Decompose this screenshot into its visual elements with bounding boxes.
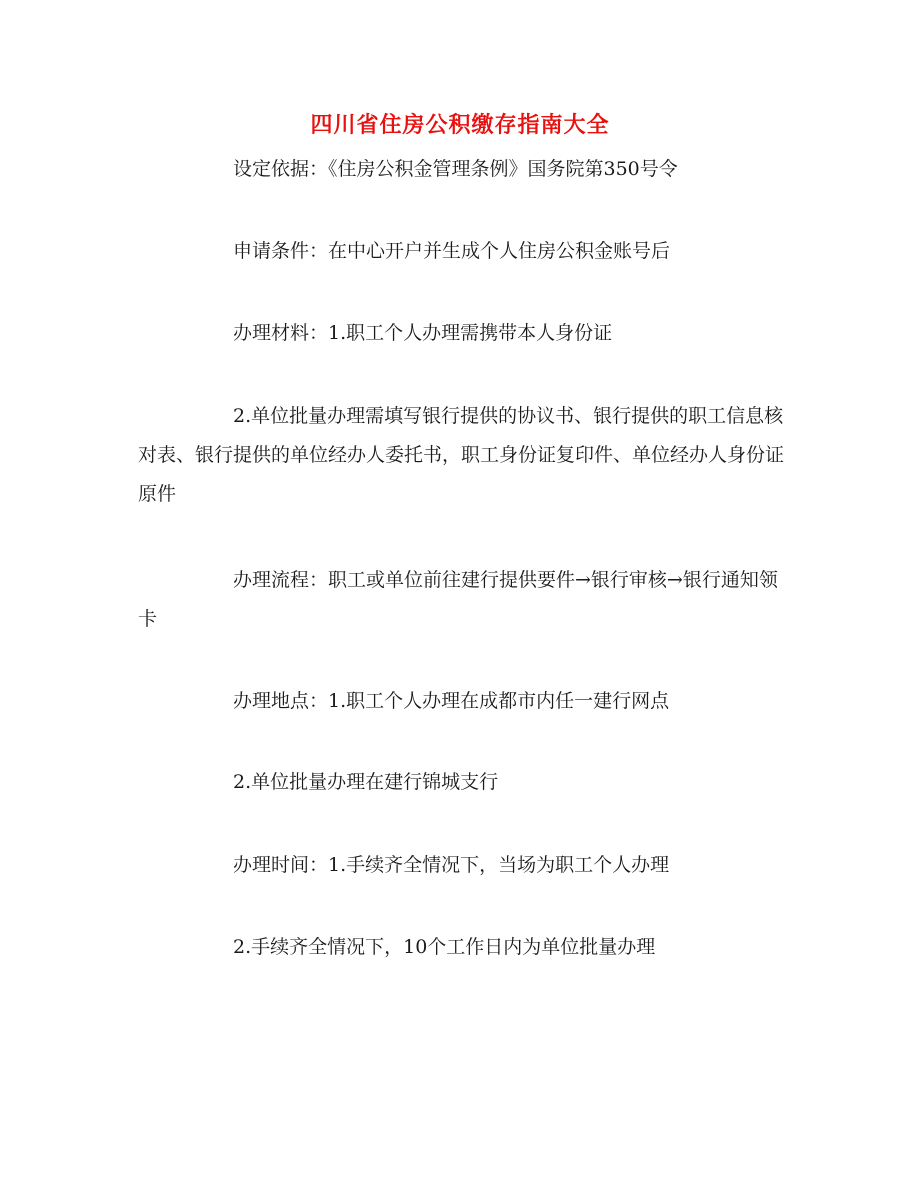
paragraph-process: 办理流程：职工或单位前往建行提供要件→银行审核→银行通知领卡 — [138, 569, 778, 630]
paragraph-time-individual: 办理时间：1.手续齐全情况下，当场为职工个人办理 — [233, 854, 670, 876]
paragraph-time-batch: 2.手续齐全情况下，10个工作日内为单位批量办理 — [233, 936, 656, 958]
paragraph-legal-basis: 设定依据：《住房公积金管理条例》国务院第350号令 — [233, 158, 678, 180]
paragraph-materials-batch: 2.单位批量办理需填写银行提供的协议书、银行提供的职工信息核对表、银行提供的单位经办人委托书，职工身份证复印件、单位经办人身份证原件 — [138, 405, 785, 505]
paragraph-location-individual: 办理地点：1.职工个人办理在成都市内任一建行网点 — [233, 690, 670, 712]
document-title: 四川省住房公积缴存指南大全 — [310, 112, 610, 138]
paragraph-location-batch: 2.单位批量办理在建行锦城支行 — [233, 771, 499, 793]
paragraph-application-conditions: 申请条件：在中心开户并生成个人住房公积金账号后 — [233, 240, 671, 262]
paragraph-materials-individual: 办理材料：1.职工个人办理需携带本人身份证 — [233, 322, 613, 344]
